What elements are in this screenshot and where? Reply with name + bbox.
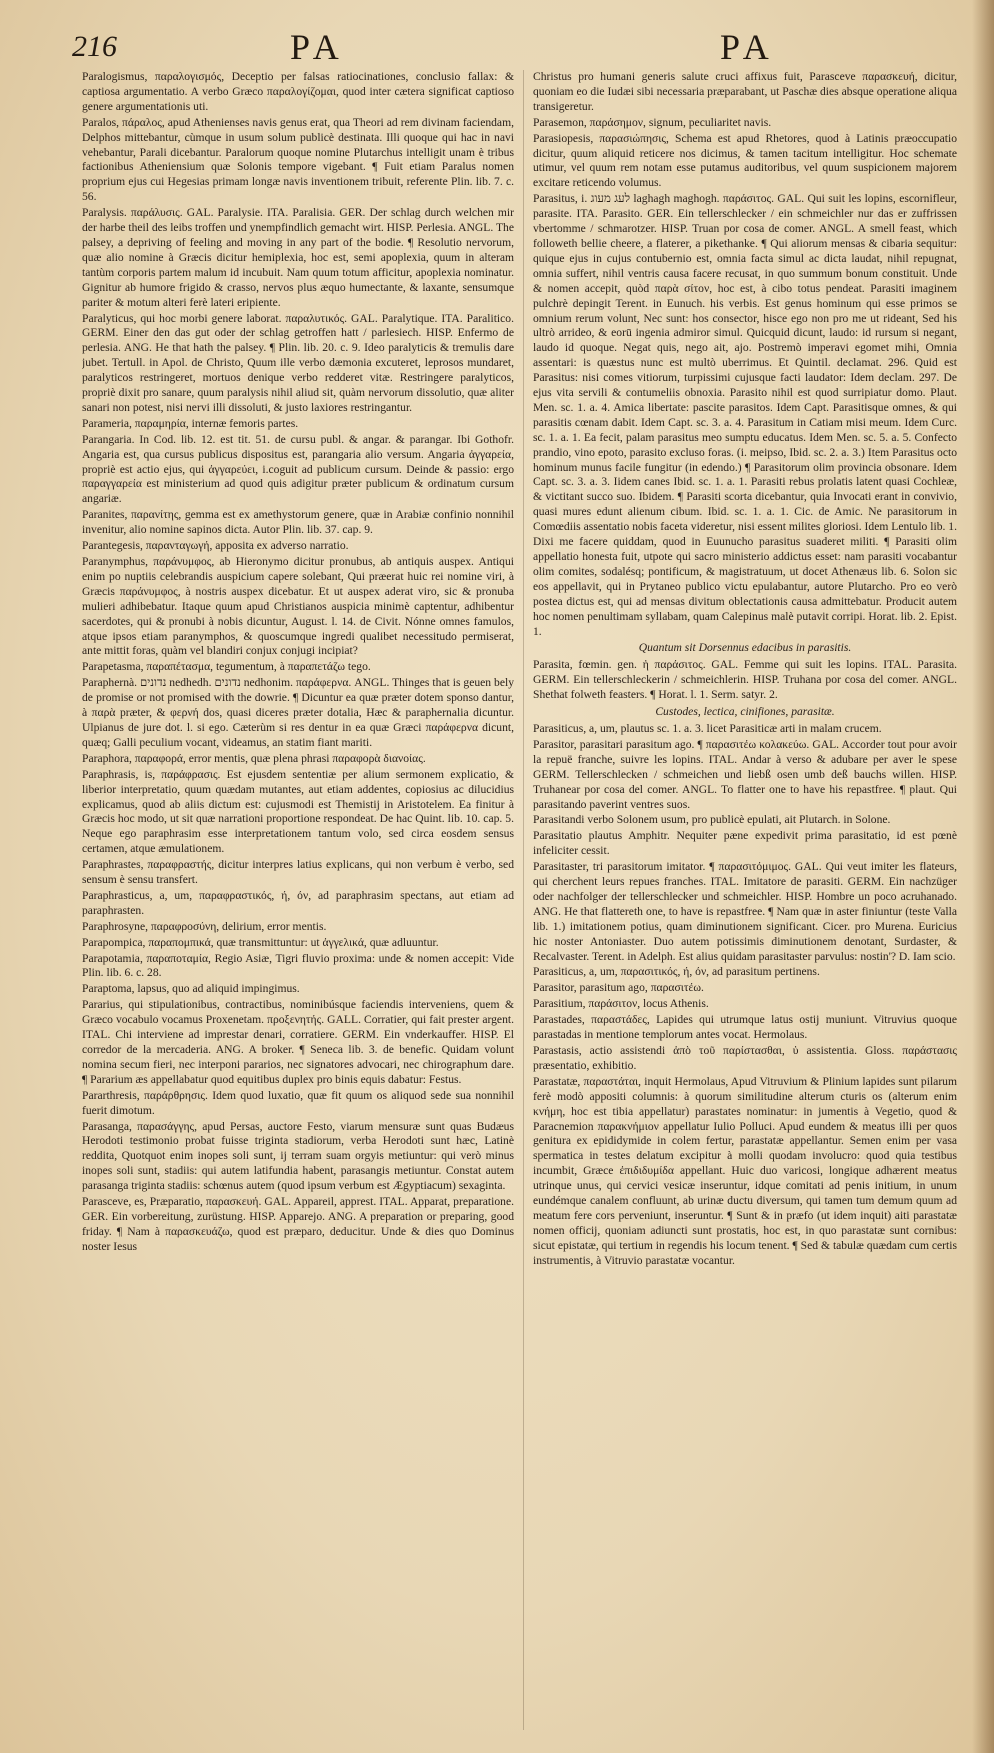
entry-paraphrasis: Paraphrasis, is, παράφρασις. Est ejusdem sententiæ per alium sermonem explicatio, & liberior interpretatio, quum quædam mutantes, aut etiam addentes, copiosius ac dilucidius explicamus, quod ab aliis dictum est: cujusmodi est Themistij in Aristotelem. Ea finitur à Græcis hoc modo, ut sit quæ narrationi proportione respondeat. De hac Quint. lib. 10. cap. 5. Neque ego paraphrasim esse interpretationem tantum volo, sed circa eosdem sensus certamen, atque æmulationem. — [82, 767, 514, 856]
entry-parapompica: Parapompica, παραπομπικά, quæ transmittuntur: ut ἀγγελικά, quæ adluuntur. — [82, 935, 439, 949]
entry-parasitandi: Parasitandi verbo Solonem usum, pro publicè epulati, ait Plutarch. in Solone. — [533, 813, 891, 827]
entry-parastatae: Parastatæ, παραστάται, inquit Hermolaus, Apud Vitruvium & Plinium lapides sunt pilarum ferè modò appositi columnis: à quorum similitudine alterum cturis os (alterum enim κνήμη, hoc est tibia appellatur) parastates nominatur: in jumentis à Vegetio, quod & Paracnemion παρακνήμιον appellatur Iulio Polluci. Apud eundem & meatus illi per quos genitura ex epididymide in colem fertur, parastatæ appellantur. Semen enim per vasa spermatica in testes delatum excipitur à molli quodam involucro: quod quia testibus incumbit, Græce ἐπιδιδυμίδα appellant. Huic duo varicosi, longique adhærent meatus utrinque unus, qui cervici vesicæ inseruntur, idque comitati ad penis initium, in unum eundémque canalem confluunt, ab urinæ ductu diversum, qui tamen tum demum quum ad meatum fere cors perveniunt, inseruntur. ¶ Sunt & in præfo (ut idem inquit) aiti parastatæ nomen officij, quoniam adiuncti sunt prostatis, hoc est, in quo parastatæ sunt cornibus: sicut epistatæ, qui tertium in regendis his locum tenent. ¶ Sed & tabulæ quædam cum certis instrumentis, à Vitruvio parastatæ vocantur. — [533, 1074, 957, 1267]
entry-parangaria: Parangaria. In Cod. lib. 12. est tit. 51. de cursu publ. & angar. & parangar. Ibi Gothofr. Angaria est, qua cursus publicus dispositus est, parangaria alio versum. Angaria ἀγγαρεία, propriè est actio ejus, qui ἀγγαρεύει, i.coguit ad publicum cursum. Deinde & passio: ergo παραγγαρεία est ministerium ad quod quis adigitur præter publicum & ordinatum cursum angariæ. — [82, 432, 514, 506]
left-column — [82, 70, 514, 1740]
entry-parasitor: Parasitor, parasitari parasitum ago. ¶ παρασιτέω κολακεύω. GAL. Accorder tout pour avoir la repuë franche, suivre les lopins. ITAL. Andar à verso & adubare per aver le spese GERM. Tellerschlecken / schmeichen und liebß osen umb deß bauchs willen. HISP. Truhanear por cosa del comer. ANGL. To flatter one to have his repastfree. ¶ plaut. Qui parasitando paverint ventres suos. — [533, 737, 957, 811]
entry-paraphrasticus: Paraphrasticus, a, um, παραφραστικός, ή, όν, ad paraphrasim spectans, aut etiam ad paraphrasten. — [82, 888, 514, 917]
entry-parapherna: Paraphernà. נדונים nedhedh. נדונים nedhonim. παράφερνα. ANGL. Thinges that is geuen bely de promise or not promised with the dowrie. ¶ Dicuntur ea quæ præter dotem sponso dantur, à παρὰ præter, & φερνή dos, quasi diceres præter dotalia, Hæc & paraphernalia dicuntur. Ulpianus de jure dot. l. si ego. Cæterùm si res dentur in ea quæ Græci παράφερνα dicunt, quæq; Galli peculium vocant, videamus, an statim fiant mariti. — [82, 676, 514, 749]
entry-paranymphus: Paranymphus, παράνυμφος, ab Hieronymo dicitur pronubus, ab antiquis auspex. Antiqui enim po nuptiis celebrandis auspicium capere solebant, Qui præerat huic rei nomine viri, à Græcis παράνυμφος, à nostris auspex dicebatur. Et ut auspex aderat viro, sic & pronuba mulieri adhibebatur. Itaque quum apud Christianos auspicia minimè captentur, adhibentur sacerdotes, qui & pronubi à nobis dicuntur, August. l. 14. de Civit. Nónne omnes famulos, atque ipsos etiam paranymphos, & quoscumque ingredi qualibet necessitudo permiserat, ante mittit foras, quàm vel blandiri conjux conjugi incipiat? — [82, 555, 514, 658]
entry-parasitor-2: Parasitor, parasitum ago, παρασιτέω. — [533, 981, 704, 995]
running-head-right: PA — [720, 27, 775, 67]
page-number: 216 — [72, 30, 117, 63]
entry-parastasis: Parastasis, actio assistendi ἀπὸ τοῦ παρίστασθαι, ὑ assistentia. Gloss. παράστασις præsentatio, exhibitio. — [533, 1044, 957, 1072]
entry-parasiticus-2: Parasiticus, a, um, παρασιτικός, ή, όν, ad parasitum pertinens. — [533, 965, 820, 979]
column-divider — [523, 70, 524, 1730]
entry-parantegesis: Parantegesis, παρανταγωγή, apposita ex adverso narratio. — [82, 539, 349, 553]
entry-paralos: Paralos, πάραλος, apud Athenienses navis genus erat, qua Theori ad rem divinam faciendam, Delphos mittebantur, cùmque in usum solum publicè destinata. Illi quoque qui hac in navi vehebantur, Parali dicebantur. Paralorum quoque nomine Plutarchus intelligit unam è tribus factionibus Atheniensium quæ Solonis tempore vigebant. ¶ Fuit etiam Paralus nomen proprium ejus cui Hegesias primam longæ navis inventionem tribuit, referente Plin. lib. 7. c. 56. — [82, 115, 514, 204]
page-header — [70, 22, 970, 72]
quotation-horace: Quantum sit Dorsennus edacibus in parasitis. — [638, 641, 852, 655]
entry-parasitatio: Parasitatio plautus Amphitr. Nequiter pæne expedivit prima parasitatio, id est pœnè infeliciter cessit. — [533, 829, 957, 858]
entry-pararthresis: Pararthresis, παράρθρησις. Idem quod luxatio, quæ fit quum os aliquod sede sua nonnihil fuerit dimotum. — [82, 1088, 514, 1117]
entry-paraphrosyne: Paraphrosyne, παραφροσύνη, delirium, error mentis. — [82, 919, 327, 933]
entry-parasitaster: Parasitaster, tri parasitorum imitator. ¶ παρασιτόμιμος. GAL. Qui veut imiter les flateurs, qui cherchent leurs repues franches. ITAL. Imitatore de parasiti. GERM. Ein nachzüger oder nachfolger der tellerschlecker und schmeichler. HISP. Hombre un poco acruhanado. ANG. He that flattereth one, to have is repastfree. ¶ Nam quæ in aster finiuntur (teste Valla lib. 1.) imitationem potius, quam diminutionem significant. Cicer. pro Murena. Euricius hic noster Antoniaster. Duo autem potissimis diminutionem denotant, Surdaster, & Recalvaster. Terent. in Adelph. Est alius quidam parasitaster parvulus: nostin'? D. Iam scio. — [533, 860, 957, 963]
entry-paraptoma: Paraptoma, lapsus, quo ad aliquid impingimus. — [82, 982, 300, 996]
quotation-horace-satyr: Custodes, lectica, cinifiones, parasitæ. — [655, 705, 835, 719]
entry-parameria: Parameria, παραμηρία, internæ femoris partes. — [82, 416, 299, 430]
entry-parapotamia: Parapotamia, παραποταμία, Regio Asiæ, Tigri fluvio proxima: unde & nomen accepit: Vide Plin. lib. 6. c. 28. — [82, 951, 514, 980]
entry-parasiticus: Parasiticus, a, um, plautus sc. 1. a. 3. licet Parasiticæ arti in malam crucem. — [533, 721, 882, 735]
entry-parasiopesis: Parasiopesis, παρασιώπησις, Schema est apud Rhetores, quod à Latinis præoccupatio dicitur, quum aliquid reticere nos dicimus, & tamen tacitum intelligitur. Hoc schemate utimur, vel quum rem notam esse putamus auditoribus, vel quum suspicionem majorem excitare reticendo volumus. — [533, 131, 957, 190]
entry-parasemon: Parasemon, παράσημον, signum, peculiaritet navis. — [533, 115, 772, 129]
entry-parasita: Parasita, fœmin. gen. ἡ παράσιτος. GAL. Femme qui suit les lopins. ITAL. Parasita. GERM. Ein tellerschleckerin / schmeichlerin. HISP. Truhana por cosa del comer. ANGL. Shethat folweth feasters. ¶ Horat. l. 1. Serm. satyr. 2. — [533, 658, 957, 702]
entry-paralyticus: Paralyticus, qui hoc morbi genere laborat. παραλυτικός. GAL. Paralytique. ITA. Paralitico. GERM. Einer den das gut oder der schlag getroffen hatt / parlesiech. HISP. Enfermo de perlesia. ANG. He that hath the palsey. ¶ Plin. lib. 20. c. 9. Ideo paralyticis & tremulis dare jubet. Tertull. in Apol. de Christo, Quum ille verbo dæmonia excuteret, leprosos mundaret, paralyticos restringeret, mortuos denique verbo redderet vitæ. Restringere paralyticos, propriè dixit pro sanare, quum paralysis nihil aliud sit, quàm nervorum dissolutio, quæ aliter sanari non potest, nisi nervi illi dissoluti, & justo laxiores restringantur. — [82, 311, 514, 414]
entry-parastades: Parastades, παραστάδες, Lapides qui utrumque latus ostij muniunt. Vitruvius quoque parastadas in mentione templorum antes vocat. Hermolaus. — [533, 1013, 957, 1042]
page-gutter-shadow — [972, 0, 994, 1753]
entry-parasceve-continued: Christus pro humani generis salute cruci affixus fuit, Parasceve παρασκευή, dicitur, quoniam eo die Iudæi sibi necessaria præparabant, ut Paschæ dies absque operatione aliqua transigeretur. — [533, 70, 957, 113]
entry-parapetasma: Parapetasma, παραπέτασμα, tegumentum, à παραπετάζω tego. — [82, 660, 371, 674]
entry-parasitium: Parasitium, παράσιτον, locus Athenis. — [533, 997, 709, 1011]
entry-pararius: Pararius, qui stipulationibus, contractibus, nominibúsque faciendis interveniens, quem & Græco vocabulo vocamus Proxenetam. προξενητής. GALL. Corratier, qui fait prester argent. ITAL. Chi interviene ad imprestar denari, corratiere. GERM. Ein vnderkauffer. HISP. El corredor de la mercaderia. ANG. A broker. ¶ Seneca lib. 3. de benefic. Quidam volunt nomina secum fieri, nec interponi pararios, nec signatores advocari, nec chirographum dare. ¶ Pararium æs appellabatur quod equitibus duplex pro binis equis dabatur: Festus. — [82, 998, 514, 1086]
entry-parasanga: Parasanga, παρασάγγης, apud Persas, auctore Festo, viarum mensuræ sunt quas Budæus Herodoti testimonio probat fuisse triginta stadiorum, verba Herodoti sunt hæc, Latinè reddita, Quotquot enim inopes soli sunt, ij terram suam orgyis metiuntur: qui verò minus inopes soli sunt, stadiis: qui autem latifundia habent, parasangis metiuntur. Constat autem parasanga triginta stadiis: schœnus autem (quod ipsum verbum est Ægyptiacum) sexaginta. — [82, 1119, 514, 1193]
entry-parasitus: Parasitus, i. לעג מעוג laghagh maghogh. παράσιτος. GAL. Qui suit les lopins, escornifleur, parasite. ITA. Parasito. GER. Ein tellerschlecker / ein schmeichler nur das er zuffrissen vbertomme / schmarotzer. HISP. Truan por cosa de comer. ANGL. A smell feast, which followeth bellie cheere, a flaterer, a pikethanke. ¶ Qui aliorum mensas & cibaria sequitur: quique ejus in cujus contubernio est, omnia facta simul ac dicta laudat, nihil repugnat, omnia suffert, nihil ventris causa facere recusat, in quo summum bonum constituit. Unde & nomen accepit, quòd παρὰ σίτον, hoc est, à cibo totus pendeat. Parasiti imaginem pulchrè depingit Terent. in Eunuch. his verbis. Est genus hominum qui esse primos se omnium rerum volunt, Nec sunt: hos consector, hisce ego non pro me ut rideant, Sed his ultrò arrideo, & eorū ingenia admiror simul. Quicquid dicunt, laudo: id rursum si negant, laudo id quoque. Negat quis, nego ait, ajo. Postremò imperavi egomet mihi, Omnia assentari: is quæstus nunc est multò uberrimus. Et Quintil. declamat. 296. Quid est Parasitus: nisi comes vitiorum, turpissimi cujusque facti laudator: Idem declam. 297. De ejus vita servili & contumeliis obnoxia. Parasito nihil est quod surripiatur domo. Plaut. Men. sc. 1. a. 4. Amica libertate: pascite parasitos. Idem Capt. Parasitisque omnes, & qui parasitis cœnam dabit. Idem Capt. sc. 3. a. 4. Parasitum in Catiam misi meum. Idem Curc. sc. 1. a. 1. Ea fecit, palam parasitus meo sumptu educatus. Idem Men. sc. 5. a. 5. Confecto prandio, vino epoto, parasito excluso foras. (i. meipso, Ibid. sc. 2. a. 3.) Item Parasitus octo hominum munus facile fungitur (in edendo.) ¶ Parasitorum olim provincia obsonare. Idem Capt. sc. 3. a. 3. Iidem canes Ibid. sc. 1. a. 1. Parasiti rebus prolatis latent quasi Cochleæ, & victitant succo suo. Ibidem. ¶ Parasiti scorta dicebantur, quia Invocati erant in convivio, quasi mures edunt alienum cibum. Ibid. sc. 1. a. 1. Cic. de Amic. Ne parasitorum in Comœdiis assentatio nobis faceta videretur, nisi essent milites gloriosi. Idem Lentulo lib. 1. Dixi me facere quiddam, quod in Euunucho parasitus suaderet militi. ¶ Parasiti olim appellatio honesta fuit, utpote qui sacro ministerio addictus esset: nam parasiti vocabantur olim comites, sodalésq; pontificum, & magistratuum, ut docet Athenæus lib. 6. Solon sic eos appellavit, qui in Prytaneo publico victu epulabantur, autore Plutarcho. Pro eo verò postea dictus est, qui ad mensas divitum oblectationis causa admittebatur. Producit autem hoc nomen penultimam syllabam, quam Calepinus malè putavit corripi. Horat. lib. 2. Epist. 1. — [533, 192, 957, 638]
entry-paraphrastes: Paraphrastes, παραφραστής, dicitur interpres latius explicans, qui non verbum è verbo, sed sensum è sensu transfert. — [82, 858, 514, 887]
right-column — [533, 70, 957, 1740]
entry-paralogismus: Paralogismus, παραλογισμός, Deceptio per falsas ratiocinationes, conclusio fallax: & captiosa argumentatio. A verbo Græco παραλογίζομαι, quod inter cætera significat captioso genere argumentationis uti. — [82, 70, 514, 113]
entry-paranites: Paranites, παρανίτης, gemma est ex amethystorum genere, quæ in Arabiæ confinio nonnihil invenitur, alio nomine sapinos dicta. Autor Plin. lib. 37. cap. 9. — [82, 508, 514, 537]
entry-parasceve: Parasceve, es, Præparatio, παρασκευή. GAL. Appareil, apprest. ITAL. Apparat, preparatione. GER. Ein vorbereitung, zurüstung. HISP. Apparejo. ANG. A preparation or preparing, good friday. ¶ Nam à παρασκευάζω, quod est præparo, deducitur. Unde & dies quo Dominus noster Iesus — [82, 1195, 514, 1253]
running-head-left: PA — [290, 27, 345, 67]
entry-paralysis: Paralysis. παράλυσις. GAL. Paralysie. ITA. Paralisia. GER. Der schlag durch welchen mir der harbe theil des leibs troffen und ynempfindlich gemacht wirt. HISP. Perlesia. ANGL. The palsey, a depriving of feeling and moving in any part of the bodie. ¶ Resolutio nervorum, quæ alio nomine à Græcis dicitur hemiplexia, hoc est, semi apoplexia, quum in alteram tantùm corporis partem malum id incubuit. Nam quum totum afficitur, apoplexia nominatur. Gignitur ab humore frigido & crasso, nervos plus æquo humectante, & laxante, sensumque pariter & motum alteri ferè lateri eripiente. — [82, 206, 514, 309]
entry-paraphora: Paraphora, παραφορά, error mentis, quæ plena phrasi παραφορὰ διανοίας. — [82, 751, 426, 765]
